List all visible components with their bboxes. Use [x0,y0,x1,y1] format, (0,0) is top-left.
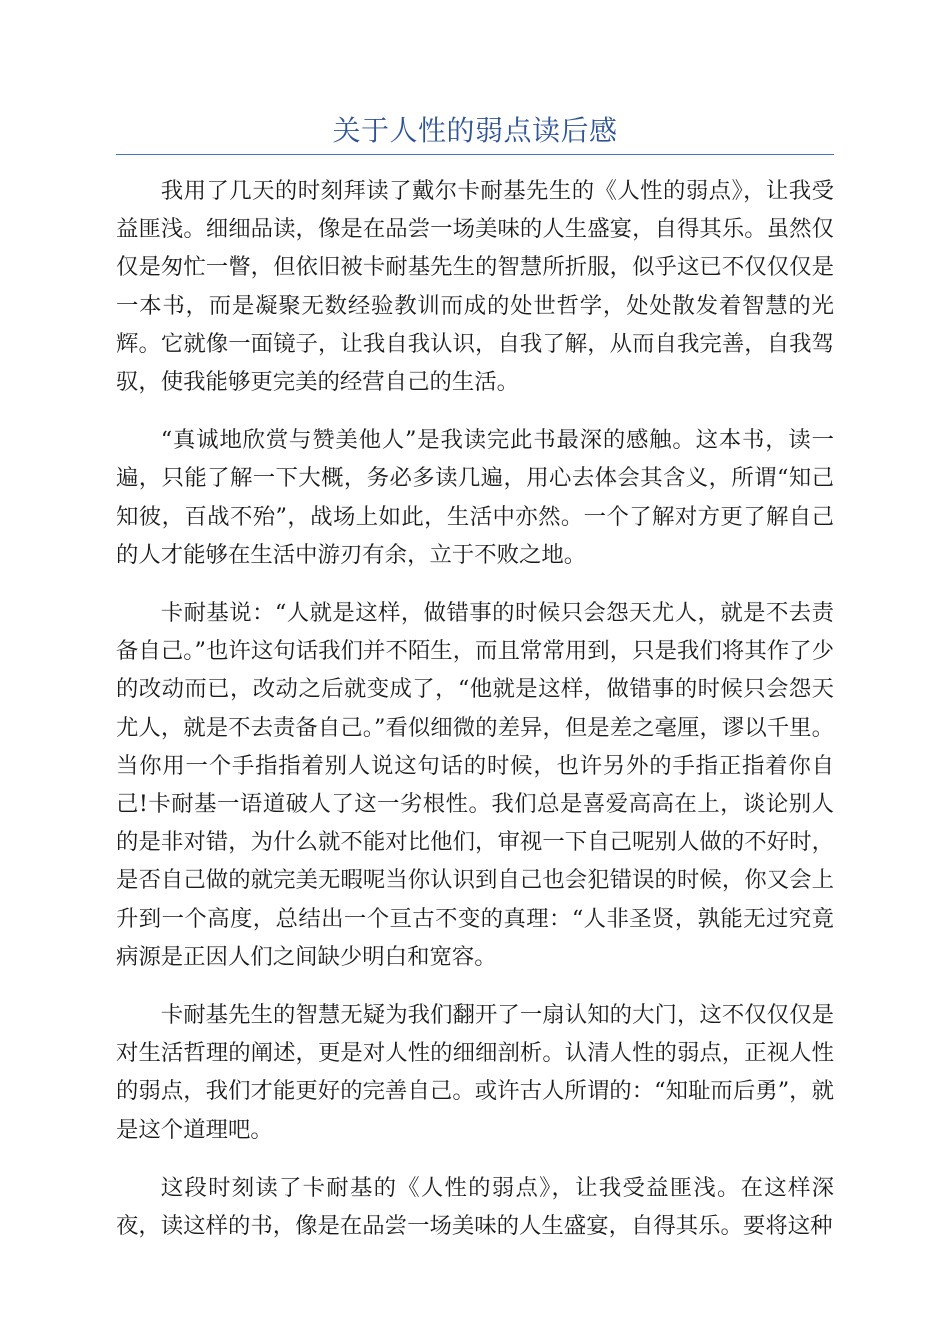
title-underline [116,154,834,155]
paragraph-3: 卡耐基说：“人就是这样，做错事的时候只会怨天尤人，就是不去责备自己。”也许这句话我们并不陌生，而且常常用到，只是我们将其作了少的改动而已，改动之后就变成了，“他就是这样，做错事的时候只会怨天尤人，就是不去责备自己。”看似细微的差异，但是差之毫厘，谬以千里。当你用一个手指指着别人说这句话的时候，也许另外的手指正指着你自己!卡耐基一语道破人了这一劣根性。我们总是喜爱高高在上，谈论别人的是非对错，为什么就不能对比他们，审视一下自己呢别人做的不好时，是否自己做的就完美无暇呢当你认识到自己也会犯错误的时候，你又会上升到一个高度，总结出一个亘古不变的真理：“人非圣贤，孰能无过究竟病源是正因人们之间缺少明白和宽容。 [116,600,834,970]
paragraph-4: 卡耐基先生的智慧无疑为我们翻开了一扇认知的大门，这不仅仅仅是对生活哲理的阐述，更是对人性的细细剖析。认清人性的弱点，正视人性的弱点，我们才能更好的完善自己。或许古人所谓的：“知耻而后勇”，就是这个道理吧。 [116,1002,834,1143]
paragraph-5: 这段时刻读了卡耐基的《人性的弱点》，让我受益匪浅。在这样深夜，读这样的书，像是在品尝一场美味的人生盛宴，自得其乐。要将这种 [116,1174,834,1240]
paragraph-2: “真诚地欣赏与赞美他人”是我读完此书最深的感触。这本书，读一遍，只能了解一下大概，务必多读几遍，用心去体会其含义，所谓“知己知彼，百战不殆”，战场上如此，生活中亦然。一个了解对方更了解自己的人才能够在生活中游刃有余，立于不败之地。 [116,427,834,568]
paragraph-1: 我用了几天的时刻拜读了戴尔卡耐基先生的《人性的弱点》，让我受益匪浅。细细品读，像是在品尝一场美味的人生盛宴，自得其乐。虽然仅仅是匆忙一瞥，但依旧被卡耐基先生的智慧所折服，似乎这已不仅仅仅是一本书，而是凝聚无数经验教训而成的处世哲学，处处散发着智慧的光辉。它就像一面镜子，让我自我认识，自我了解，从而自我完善，自我驾驭，使我能够更完美的经营自己的生活。 [116,178,834,396]
document-body [116,172,834,1265]
document-title: 关于人性的弱点读后感 [332,114,618,147]
